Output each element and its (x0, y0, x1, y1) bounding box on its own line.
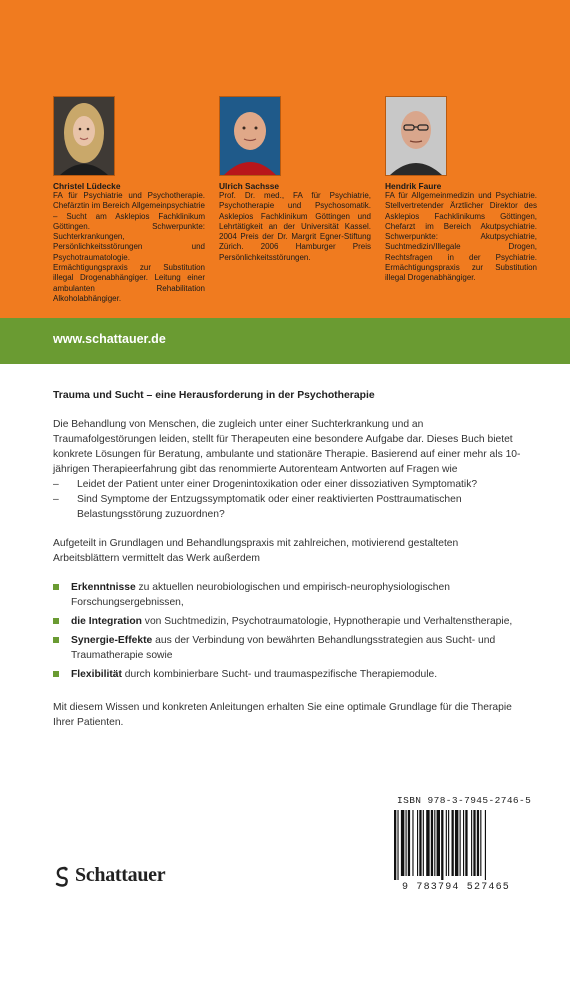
list-item: die Integration von Suchtmedizin, Psychotraumatologie, Hypnotherapie und Verhaltenstherapie, (53, 614, 523, 629)
author-photo-ludecke (53, 96, 115, 176)
bullet-square-icon (53, 637, 59, 643)
author-faure (385, 96, 537, 284)
list-item: – Sind Symptome der Entzugssymptomatik oder einer reaktivierten Posttraumatischen Belastungsstörung zuzuordnen? (53, 494, 462, 520)
question-list (53, 477, 523, 522)
author-ludecke (53, 96, 205, 304)
author-panel (0, 0, 570, 318)
author-bio: FA für Psychiatrie und Psychotherapie. Chefärztin im Bereich Allgemeinpsychiatrie – Sucht am Asklepios Fachklinikum Göttingen. Schwerpunkte: Suchterkrankungen, Persönlichkeitsstörungen und Psychotraumatologie. Ermächtigungspraxis zur Substitution illegal Drogenabhängiger. Leitung einer ambulanten Rehabilitation Alkoholabhängiger. (53, 191, 205, 303)
bullet-square-icon (53, 584, 59, 590)
publisher-name: Schattauer (75, 864, 166, 886)
blurb-title: Trauma und Sucht – eine Herausforderung in der Psychotherapie (53, 390, 375, 401)
dash-marker: – (53, 494, 59, 505)
dash-marker: – (53, 479, 59, 490)
bullet-square-icon (53, 671, 59, 677)
closing-paragraph: Mit diesem Wissen und konkreten Anleitungen erhalten Sie eine optimale Grundlage für die Therapie Ihrer Patienten. (53, 702, 512, 728)
feature-list (53, 580, 523, 682)
author-bio: FA für Allgemeinmedizin und Psychiatrie. Stellvertretender Ärztlicher Direktor des Asklepios Fachklinikums Göttingen, Chefarzt im Bereich Akutpsychiatrie. Schwerpunkte: Akutpsychiatrie, Suchtmedizin/Illegale Drogen, Rechtsfragen in der Psychiatrie. Ermächtigungspraxis zur Substitution illegal Drogenabhängiger. (385, 191, 537, 283)
schattauer-logo-icon (53, 865, 71, 887)
list-item: Erkenntnisse zu aktuellen neurobiologischen und empirisch-neurophysiologischen Forschungsergebnissen, (53, 580, 523, 610)
author-photo-sachsse (219, 96, 281, 176)
bullet-square-icon (53, 618, 59, 624)
website-link[interactable]: www.schattauer.de (53, 332, 166, 346)
barcode-icon (392, 810, 520, 880)
author-name: Christel Lüdecke (53, 181, 121, 191)
list-item: – Leidet der Patient unter einer Drogenintoxikation oder einer dissoziativen Symptomatik? (53, 479, 478, 490)
author-bio: Prof. Dr. med., FA für Psychiatrie, Psychotherapie und Psychosomatik. Asklepios Fachklinikum Göttingen und Lehrtätigkeit an der Universität Kassel. 2004 Preis der Dr. Margrit Egner-Stiftung Zürich. 2006 Hamburger Preis Persönlichkeitsstörungen. (219, 191, 371, 262)
list-item: Flexibilität durch kombinierbare Sucht- und traumaspezifische Therapiemodule. (53, 667, 523, 682)
author-name: Hendrik Faure (385, 181, 442, 191)
author-sachsse (219, 96, 371, 263)
features-intro: Aufgeteilt in Grundlagen und Behandlungspraxis mit zahlreichen, motivierend gestalteten Arbeitsblättern vermittelt das Werk außerdem (53, 538, 459, 564)
publisher-logo (53, 864, 165, 887)
intro-paragraph: Die Behandlung von Menschen, die zugleich unter einer Suchterkrankung und an Traumafolgestörungen leiden, stellt für Therapeuten eine besondere Aufgabe dar. Dieses Buch bietet konkrete Lösungen für Beratung, ambulante und stationäre Therapie. Basierend auf einer mehr als 10-jährigen Therapieerfahrung gibt das renommierte Autorenteam Antworten auf Fragen wie (53, 419, 521, 475)
list-item: Synergie-Effekte aus der Verbindung von bewährten Behandlungsstrategien aus Sucht- und Traumatherapie sowie (53, 633, 523, 663)
author-name: Ulrich Sachsse (219, 181, 280, 191)
isbn: ISBN 978-3-7945-2746-5 (397, 795, 532, 806)
website-bar (0, 318, 570, 364)
barcode-number: 9 783794 527465 (401, 882, 510, 893)
blurb (53, 388, 523, 730)
author-photo-faure (385, 96, 447, 176)
